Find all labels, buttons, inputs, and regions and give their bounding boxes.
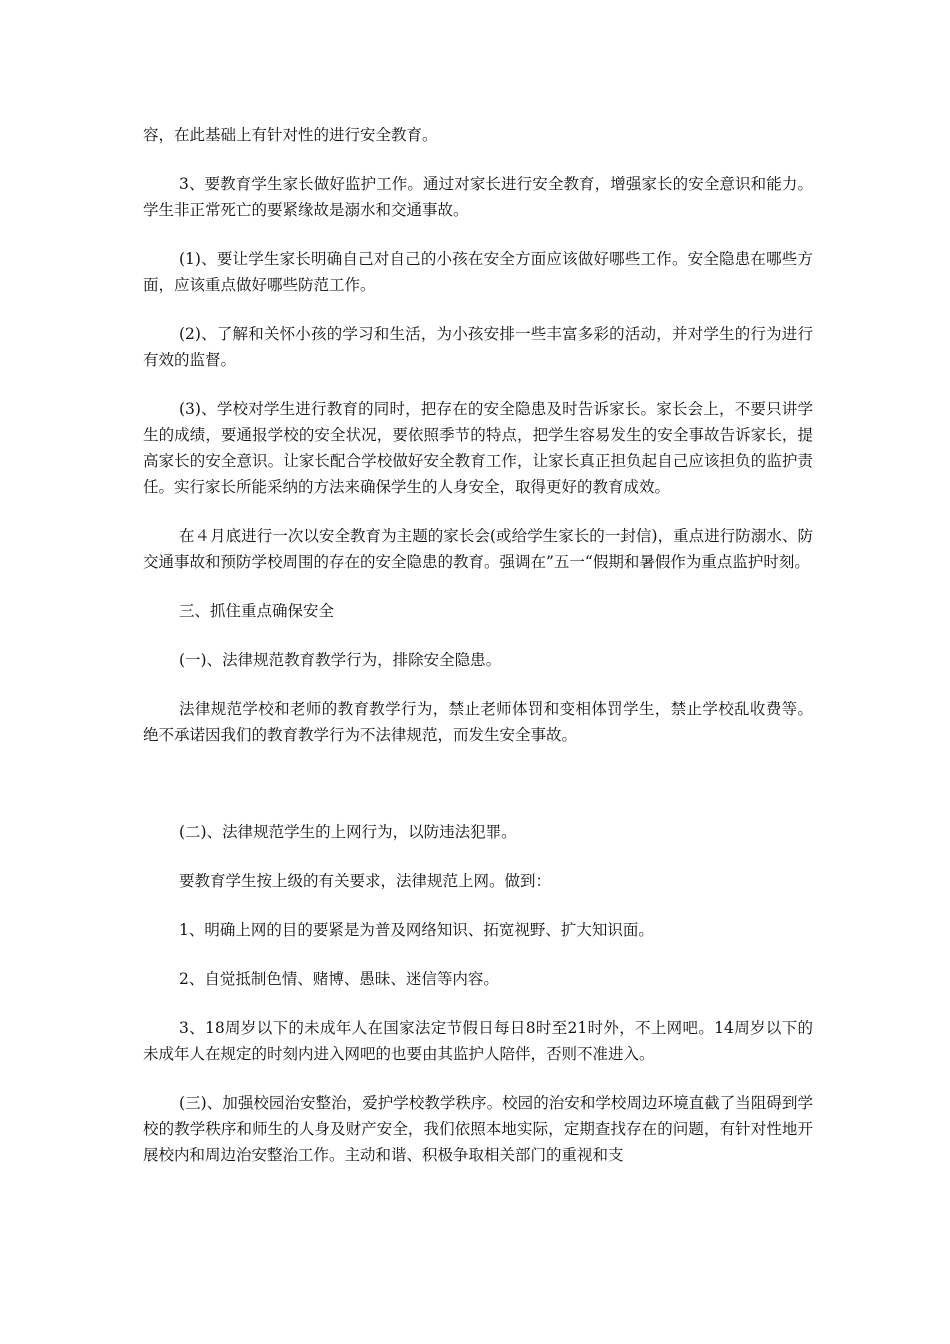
body-paragraph: (1)、要让学生家长明确自己对自己的小孩在安全方面应该做好哪些工作。安全隐患在哪些方面，应该重点做好哪些防范工作。	[143, 250, 813, 294]
body-paragraph: 三、抓住重点确保安全	[179, 602, 335, 620]
body-paragraph: (3)、学校对学生进行教育的同时，把存在的安全隐患及时告诉家长。家长会上，不要只讲学生的成绩，要通报学校的安全状况，要依照季节的特点，把学生容易发生的安全事故告诉家长，提高家长的安全意识。让家长配合学校做好安全教育工作，让家长真正担负起自己应该担负的监护责任。实行家长所能采纳的方法来确保学生的人身安全，取得更好的教育成效。	[143, 400, 813, 496]
body-paragraph: 3、18周岁以下的未成年人在国家法定节假日每日8时至21时外，不上网吧。14周岁以下的未成年人在规定的时刻内进入网吧的也要由其监护人陪伴，否则不准进入。	[143, 1019, 813, 1063]
body-paragraph: 在４月底进行一次以安全教育为主题的家长会(或给学生家长的一封信)，重点进行防溺水、防交通事故和预防学校周围的存在的安全隐患的教育。强调在”五一“假期和暑假作为重点监护时刻。	[143, 527, 813, 571]
body-paragraph: 1、明确上网的目的要紧是为普及网络知识、拓宽视野、扩大知识面。	[179, 921, 654, 939]
body-paragraph: 3、要教育学生家长做好监护工作。通过对家长进行安全教育，增强家长的安全意识和能力。学生非正常死亡的要紧缘故是溺水和交通事故。	[143, 175, 813, 219]
body-paragraph: 容，在此基础上有针对性的进行安全教育。	[143, 126, 438, 144]
body-paragraph: 要教育学生按上级的有关要求，法律规范上网。做到：	[179, 872, 552, 890]
body-paragraph: 2、自觉抵制色情、赌博、愚昧、迷信等内容。	[179, 970, 499, 988]
body-paragraph: (三)、加强校园治安整治，爱护学校教学秩序。校园的治安和学校周边环境直截了当阻碍到学校的教学秩序和师生的人身及财产安全，我们依照本地实际，定期查找存在的问题，有针对性地开展校内和周边治安整治工作。主动和谐、积极争取相关部门的重视和支	[143, 1094, 813, 1164]
body-paragraph: (二)、法律规范学生的上网行为，以防违法犯罪。	[179, 823, 517, 841]
body-paragraph: 法律规范学校和老师的教育教学行为，禁止老师体罚和变相体罚学生，禁止学校乱收费等。绝不承诺因我们的教育教学行为不法律规范，而发生安全事故。	[143, 700, 813, 744]
body-paragraph: (一)、法律规范教育教学行为，排除安全隐患。	[179, 651, 502, 669]
document-page	[143, 122, 813, 1191]
body-paragraph: (2)、了解和关怀小孩的学习和生活，为小孩安排一些丰富多彩的活动，并对学生的行为进行有效的监督。	[143, 325, 813, 369]
blank-spacer	[143, 771, 813, 803]
